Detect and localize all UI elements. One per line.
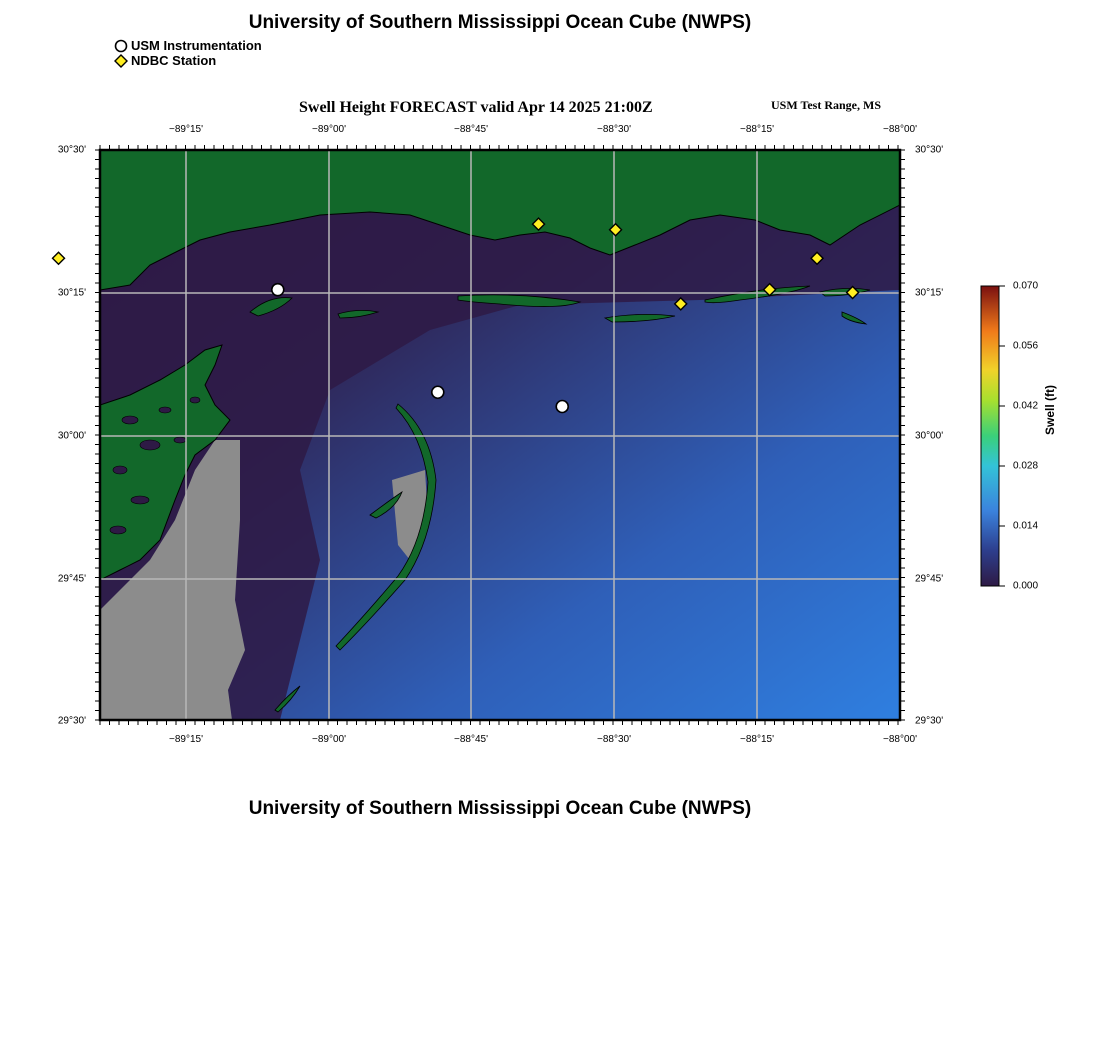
colorbar-tick-label: 0.070 xyxy=(1013,280,1039,292)
lat-tick-label: 30°30' xyxy=(915,144,944,156)
ndbc-station-marker[interactable] xyxy=(53,252,65,264)
colorbar-tick-label: 0.056 xyxy=(1013,340,1039,352)
colorbar xyxy=(981,286,999,586)
lon-tick-label: −88°45' xyxy=(454,734,488,745)
lon-tick-label: −88°00' xyxy=(883,734,917,745)
range-label: USM Test Range, MS xyxy=(771,98,882,112)
colorbar-tick-label: 0.000 xyxy=(1013,580,1039,592)
usm-instrument-marker[interactable] xyxy=(432,386,444,398)
lon-tick-label: −89°00' xyxy=(312,734,346,745)
colorbar-tick-label: 0.014 xyxy=(1013,520,1039,532)
lon-tick-label: −89°15' xyxy=(169,734,203,745)
map-title: Swell Height FORECAST valid Apr 14 2025 21:00Z xyxy=(299,99,653,116)
colorbar-tick-label: 0.042 xyxy=(1013,400,1039,412)
lon-tick-label: −88°00' xyxy=(883,124,917,135)
lat-tick-label: 30°00' xyxy=(57,430,86,442)
lon-tick-label: −88°45' xyxy=(454,124,488,135)
usm-instrument-marker[interactable] xyxy=(556,401,568,413)
lon-tick-label: −88°30' xyxy=(597,124,631,135)
usm-instrument-marker[interactable] xyxy=(272,284,284,296)
lon-tick-label: −88°15' xyxy=(740,734,774,745)
lat-tick-label: 29°30' xyxy=(915,715,944,727)
lat-tick-label: 30°15' xyxy=(57,287,86,299)
legend-label: USM Instrumentation xyxy=(131,38,262,53)
colorbar-ticks xyxy=(999,286,1005,586)
lat-tick-label: 30°30' xyxy=(57,144,86,156)
lon-tick-label: −88°15' xyxy=(740,124,774,135)
colorbar-title: Swell (ft) xyxy=(1043,385,1057,435)
lon-tick-label: −88°30' xyxy=(597,734,631,745)
lat-tick-label: 29°30' xyxy=(57,715,86,727)
colorbar-tick-label: 0.028 xyxy=(1013,460,1039,472)
lat-tick-label: 29°45' xyxy=(57,573,86,585)
lat-tick-label: 29°45' xyxy=(915,573,944,585)
page-title: University of Southern Mississippi Ocean Cube (NWPS) xyxy=(248,12,752,33)
lon-tick-label: −89°00' xyxy=(312,124,346,135)
lat-tick-label: 30°15' xyxy=(915,287,944,299)
legend-label: NDBC Station xyxy=(131,53,217,68)
lat-tick-label: 30°00' xyxy=(915,430,944,442)
footer-title: University of Southern Mississippi Ocean Cube (NWPS) xyxy=(248,798,752,819)
lon-tick-label: −89°15' xyxy=(169,124,203,135)
